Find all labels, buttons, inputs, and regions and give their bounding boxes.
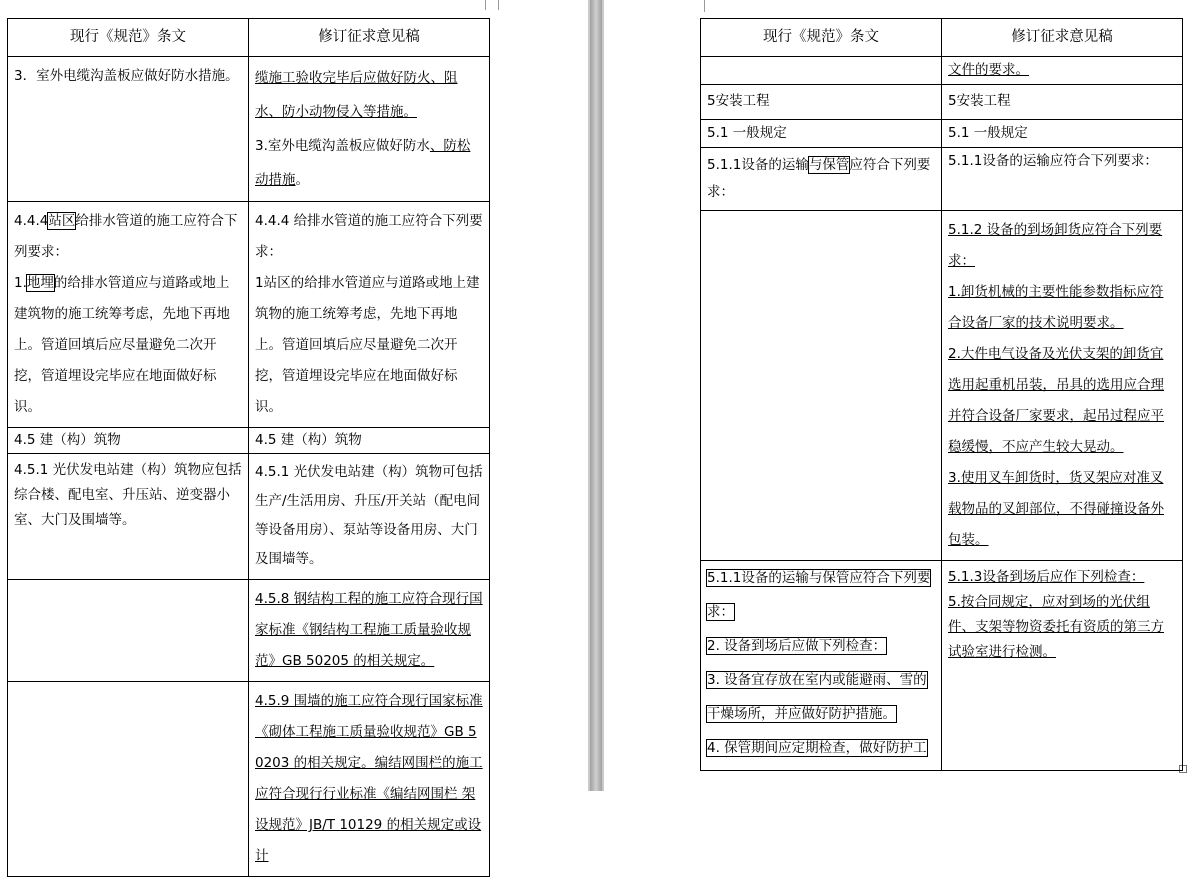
revision-cell: 5.1.2 设备的到场卸货应符合下列要求： 1.卸货机械的主要性能参数指标应符合设备厂家的技术说明要求。 2.大件电气设备及光伏支架的卸货宜选用起重机吊装，吊具的选用应合理并符合设备厂家要求，起吊过程应平稳缓慢，不应产生较大晃动。 3.使用叉车卸货时，货叉架应对准叉载物品的叉卸部位，不得碰撞设备外包装。	[942, 211, 1183, 561]
table-row	[701, 148, 1183, 211]
revision-cell: 4.5 建（构）筑物	[249, 428, 490, 454]
table-row	[701, 57, 1183, 85]
current-clause-cell: 4.4.4站区给排水管道的施工应符合下列要求： 1.地埋的给排水管道应与道路或地上建筑物的施工统筹考虑，先地下再地上。管道回填后应尽量避免二次开挖，管道埋设完毕应在地面做好标识。	[8, 202, 249, 428]
crop-mark	[704, 0, 705, 12]
revision-cell: 5安装工程	[942, 85, 1183, 120]
revision-cell: 4.5.8 钢结构工程的施工应符合现行国家标准《钢结构工程施工质量验收规范》GB 50205 的相关规定。	[249, 580, 490, 682]
header-revision-draft: 修订征求意见稿	[249, 19, 490, 57]
table-row	[701, 561, 1183, 771]
revision-cell: 5.1 一般规定	[942, 120, 1183, 148]
current-clause-cell: 5.1 一般规定	[701, 120, 942, 148]
left-page	[0, 0, 588, 864]
crop-mark	[485, 0, 486, 10]
revision-cell: 4.5.9 围墙的施工应符合现行国家标准《砌体工程施工质量验收规范》GB 50203 的相关规定。编结网围栏的施工应符合现行行业标准《编结网围栏 架设规范》JB/T 10129 的相关规定或设计	[249, 682, 490, 877]
crop-mark	[498, 0, 499, 10]
current-clause-cell: 5.1.1设备的运输与保管应符合下列要求：	[701, 148, 942, 211]
current-clause-cell	[8, 682, 249, 877]
table-row	[701, 120, 1183, 148]
table-row	[701, 85, 1183, 120]
table-row	[8, 202, 490, 428]
table-row	[701, 211, 1183, 561]
revision-cell: 4.5.1 光伏发电站建（构）筑物可包括生产/生活用房、升压/开关站（配电间等设备用房）、泵站等设备用房、大门及围墙等。	[249, 454, 490, 580]
revision-cell: 4.4.4 给排水管道的施工应符合下列要求： 1站区的给排水管道应与道路或地上建筑物的施工统筹考虑，先地下再地上。管道回填后应尽量避免二次开挖，管道埋设完毕应在地面做好标识。	[249, 202, 490, 428]
current-clause-cell	[8, 580, 249, 682]
page-gutter	[588, 0, 604, 791]
current-clause-cell: 4.5 建（构）筑物	[8, 428, 249, 454]
current-clause-cell	[701, 211, 942, 561]
comparison-table-left	[7, 18, 490, 877]
table-row	[8, 57, 490, 202]
comparison-table-right	[700, 18, 1183, 771]
revision-cell: 5.1.1设备的运输应符合下列要求：	[942, 148, 1183, 211]
current-clause-cell: 5安装工程	[701, 85, 942, 120]
table-row	[8, 454, 490, 580]
current-clause-cell: 5.1.1设备的运输与保管应符合下列要求： 2. 设备到场后应做下列检查： 3. 设备宜存放在室内或能避雨、雪的干燥场所，并应做好防护措施。 4. 保管期间应定期检查，做好防护工	[701, 561, 942, 771]
current-clause-cell: 4.5.1 光伏发电站建（构）筑物应包括综合楼、配电室、升压站、逆变器小室、大门及围墙等。	[8, 454, 249, 580]
revision-cell: 文件的要求。	[942, 57, 1183, 85]
revision-cell: 缆施工验收完毕后应做好防火、阻水、防小动物侵入等措施。 3.室外电缆沟盖板应做好防水、防松动措施。	[249, 57, 490, 202]
table-row	[8, 428, 490, 454]
header-revision-draft: 修订征求意见稿	[942, 19, 1183, 57]
table-row	[8, 682, 490, 877]
header-current-clause: 现行《规范》条文	[8, 19, 249, 57]
current-clause-cell	[701, 57, 942, 85]
header-current-clause: 现行《规范》条文	[701, 19, 942, 57]
current-clause-cell: 3．室外电缆沟盖板应做好防水措施。	[8, 57, 249, 202]
right-page	[604, 0, 1196, 791]
revision-cell: 5.1.3设备到场后应作下列检查： 5.按合同规定，应对到场的光伏组件、支架等物资委托有资质的第三方试验室进行检测。	[942, 561, 1183, 771]
table-row	[8, 580, 490, 682]
